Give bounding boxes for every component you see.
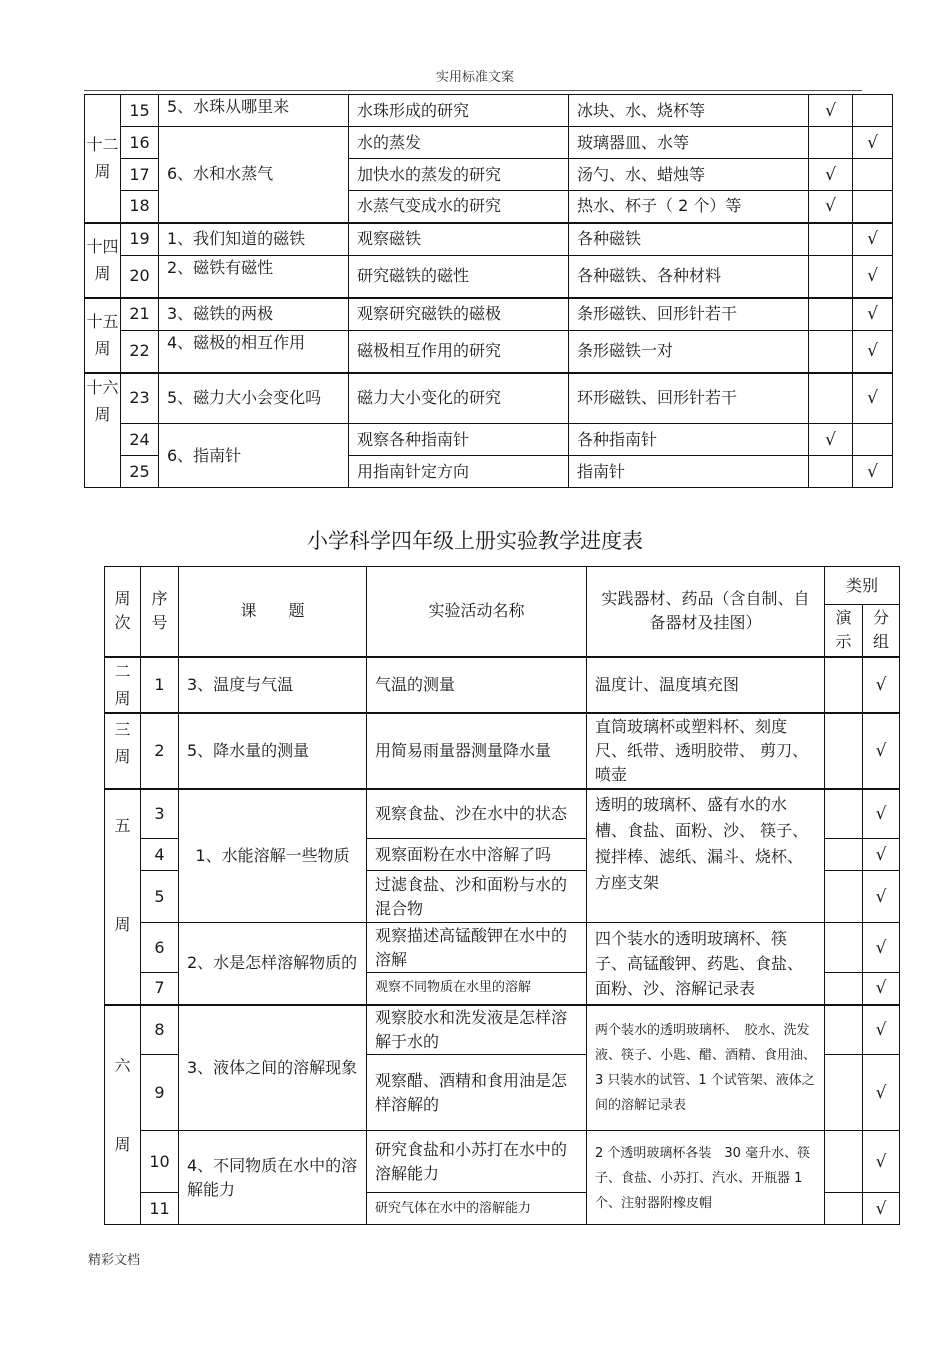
- topic-cell: 5、降水量的测量: [179, 713, 367, 789]
- week-cell: 三周: [105, 713, 141, 789]
- equipment-cell: 指南针: [569, 456, 809, 488]
- row-number: 15: [121, 95, 159, 127]
- row-number: 2: [141, 713, 179, 789]
- row-number: 11: [141, 1193, 179, 1225]
- topic-cell: 2、水是怎样溶解物质的: [179, 923, 367, 1005]
- activity-cell: 水蒸气变成水的研究: [349, 191, 569, 223]
- activity-cell: 观察研究磁铁的磁极: [349, 298, 569, 331]
- week-label: 五: [114, 815, 131, 835]
- equipment-cell: 透明的玻璃杯、盛有水的水槽、食盐、面粉、沙、 筷子、搅拌棒、滤纸、漏斗、烧杯、方座支架: [587, 789, 825, 923]
- activity-cell: 观察面粉在水中溶解了吗: [367, 839, 587, 871]
- activity-cell: 用简易雨量器测量降水量: [367, 713, 587, 789]
- group-check: √: [863, 657, 900, 713]
- group-check: √: [863, 973, 900, 1005]
- row-number: 18: [121, 191, 159, 223]
- schedule-table-continued: [84, 94, 893, 488]
- group-check: √: [863, 871, 900, 923]
- equipment-cell: 汤勺、水、蜡烛等: [569, 159, 809, 191]
- group-check: √: [863, 1131, 900, 1193]
- group-check: √: [863, 789, 900, 839]
- equipment-cell: 条形磁铁一对: [569, 331, 809, 373]
- equipment-cell: 直筒玻璃杯或塑料杯、刻度尺、纸带、透明胶带、 剪刀、喷壶: [587, 713, 825, 789]
- row-number: 24: [121, 424, 159, 456]
- equipment-cell: 环形磁铁、回形针若干: [569, 373, 809, 424]
- topic-cell: 4、磁极的相互作用: [159, 331, 349, 373]
- activity-cell: 研究气体在水中的溶解能力: [367, 1193, 587, 1225]
- week-cell: 十五周: [85, 298, 121, 373]
- activity-cell: 过滤食盐、沙和面粉与水的混合物: [367, 871, 587, 923]
- activity-cell: 观察描述高锰酸钾在水中的溶解: [367, 923, 587, 973]
- week-label: 六: [114, 1055, 131, 1075]
- activity-cell: 观察各种指南针: [349, 424, 569, 456]
- page-title: 小学科学四年级上册实验教学进度表: [307, 529, 643, 553]
- demo-check: [809, 223, 853, 256]
- week-cell: [105, 1005, 141, 1225]
- equipment-cell: 2 个透明玻璃杯各装 30 毫升水、筷子、食盐、小苏打、汽水、开瓶器 1 个、注射器附橡皮帽: [587, 1131, 825, 1225]
- equipment-cell: 各种磁铁、各种材料: [569, 256, 809, 298]
- group-check: [853, 191, 893, 223]
- header-rule: [84, 90, 862, 91]
- equipment-cell: 各种磁铁: [569, 223, 809, 256]
- row-number: 10: [141, 1131, 179, 1193]
- demo-check: √: [809, 424, 853, 456]
- activity-cell: 加快水的蒸发的研究: [349, 159, 569, 191]
- row-number: 22: [121, 331, 159, 373]
- row-number: 7: [141, 973, 179, 1005]
- equipment-cell: 冰块、水、烧杯等: [569, 95, 809, 127]
- group-check: √: [853, 456, 893, 488]
- demo-check: [825, 1131, 863, 1193]
- demo-check: √: [809, 159, 853, 191]
- schedule-table: [104, 566, 900, 1225]
- activity-cell: 研究食盐和小苏打在水中的溶解能力: [367, 1131, 587, 1193]
- header-group: 分组: [863, 605, 900, 657]
- row-number: 1: [141, 657, 179, 713]
- header-equipment: 实践器材、药品（含自制、自备器材及挂图）: [587, 567, 825, 657]
- header-demo: 演示: [825, 605, 863, 657]
- demo-check: [809, 331, 853, 373]
- group-check: √: [863, 1193, 900, 1225]
- row-number: 23: [121, 373, 159, 424]
- activity-cell: 观察胶水和洗发液是怎样溶解于水的: [367, 1005, 587, 1055]
- header-week: 周次: [105, 567, 141, 657]
- demo-check: [825, 1055, 863, 1131]
- demo-check: [825, 871, 863, 923]
- demo-check: [825, 713, 863, 789]
- activity-cell: 磁极相互作用的研究: [349, 331, 569, 373]
- row-number: 8: [141, 1005, 179, 1055]
- group-check: √: [853, 298, 893, 331]
- demo-check: [809, 256, 853, 298]
- demo-check: [809, 298, 853, 331]
- demo-check: [825, 973, 863, 1005]
- equipment-cell: 两个装水的透明玻璃杯、 胶水、洗发液、筷子、小匙、醋、酒精、食用油、 3 只装水的试管、1 个试管架、液体之间的溶解记录表: [587, 1005, 825, 1131]
- week-cell: [105, 789, 141, 1005]
- equipment-cell: 热水、杯子（ 2 个）等: [569, 191, 809, 223]
- week-cell: 十六周: [85, 373, 121, 488]
- row-number: 21: [121, 298, 159, 331]
- equipment-cell: 四个装水的透明玻璃杯、筷子、高锰酸钾、药匙、食盐、面粉、沙、溶解记录表: [587, 923, 825, 1005]
- activity-cell: 观察不同物质在水里的溶解: [367, 973, 587, 1005]
- header-topic: 课 题: [179, 567, 367, 657]
- week-cell: 二周: [105, 657, 141, 713]
- row-number: 4: [141, 839, 179, 871]
- row-number: 6: [141, 923, 179, 973]
- equipment-cell: 条形磁铁、回形针若干: [569, 298, 809, 331]
- topic-cell: 5、磁力大小会变化吗: [159, 373, 349, 424]
- group-check: √: [853, 127, 893, 159]
- topic-cell: 6、指南针: [159, 424, 349, 488]
- topic-cell: 5、水珠从哪里来: [159, 95, 349, 127]
- demo-check: [809, 373, 853, 424]
- page-footer: 精彩文档: [88, 1253, 141, 1268]
- demo-check: [825, 657, 863, 713]
- activity-cell: 水的蒸发: [349, 127, 569, 159]
- activity-cell: 观察食盐、沙在水中的状态: [367, 789, 587, 839]
- row-number: 3: [141, 789, 179, 839]
- topic-cell: 6、水和水蒸气: [159, 127, 349, 223]
- group-check: √: [863, 1005, 900, 1055]
- row-number: 17: [121, 159, 159, 191]
- demo-check: [825, 1193, 863, 1225]
- equipment-cell: 玻璃器皿、水等: [569, 127, 809, 159]
- page-header: 实用标准文案: [435, 70, 514, 85]
- group-check: √: [853, 331, 893, 373]
- topic-cell: 3、液体之间的溶解现象: [179, 1005, 367, 1131]
- activity-cell: 观察磁铁: [349, 223, 569, 256]
- topic-cell: 1、水能溶解一些物质: [179, 789, 367, 923]
- week-cell: 十四周: [85, 223, 121, 298]
- demo-check: √: [809, 95, 853, 127]
- row-number: 19: [121, 223, 159, 256]
- group-check: √: [863, 713, 900, 789]
- row-number: 25: [121, 456, 159, 488]
- topic-cell: 1、我们知道的磁铁: [159, 223, 349, 256]
- equipment-cell: 各种指南针: [569, 424, 809, 456]
- topic-cell: 2、磁铁有磁性: [159, 256, 349, 298]
- header-activity: 实验活动名称: [367, 567, 587, 657]
- demo-check: √: [809, 191, 853, 223]
- demo-check: [825, 789, 863, 839]
- header-number: 序号: [141, 567, 179, 657]
- activity-cell: 气温的测量: [367, 657, 587, 713]
- week-label: 周: [114, 1134, 131, 1154]
- activity-cell: 磁力大小变化的研究: [349, 373, 569, 424]
- group-check: √: [853, 256, 893, 298]
- group-check: [853, 95, 893, 127]
- activity-cell: 用指南针定方向: [349, 456, 569, 488]
- group-check: √: [863, 923, 900, 973]
- activity-cell: 研究磁铁的磁性: [349, 256, 569, 298]
- header-category: 类别: [825, 567, 900, 605]
- topic-cell: 4、不同物质在水中的溶解能力: [179, 1131, 367, 1225]
- topic-cell: 3、磁铁的两极: [159, 298, 349, 331]
- equipment-cell: 温度计、温度填充图: [587, 657, 825, 713]
- week-label: 周: [114, 914, 131, 934]
- topic-cell: 3、温度与气温: [179, 657, 367, 713]
- demo-check: [825, 923, 863, 973]
- row-number: 9: [141, 1055, 179, 1131]
- row-number: 16: [121, 127, 159, 159]
- group-check: [853, 159, 893, 191]
- demo-check: [825, 1005, 863, 1055]
- group-check: √: [863, 839, 900, 871]
- activity-cell: 观察醋、酒精和食用油是怎样溶解的: [367, 1055, 587, 1131]
- week-cell: 十二周: [85, 95, 121, 223]
- demo-check: [809, 127, 853, 159]
- demo-check: [809, 456, 853, 488]
- group-check: √: [853, 223, 893, 256]
- row-number: 5: [141, 871, 179, 923]
- row-number: 20: [121, 256, 159, 298]
- demo-check: [825, 839, 863, 871]
- group-check: √: [853, 373, 893, 424]
- activity-cell: 水珠形成的研究: [349, 95, 569, 127]
- group-check: [853, 424, 893, 456]
- group-check: √: [863, 1055, 900, 1131]
